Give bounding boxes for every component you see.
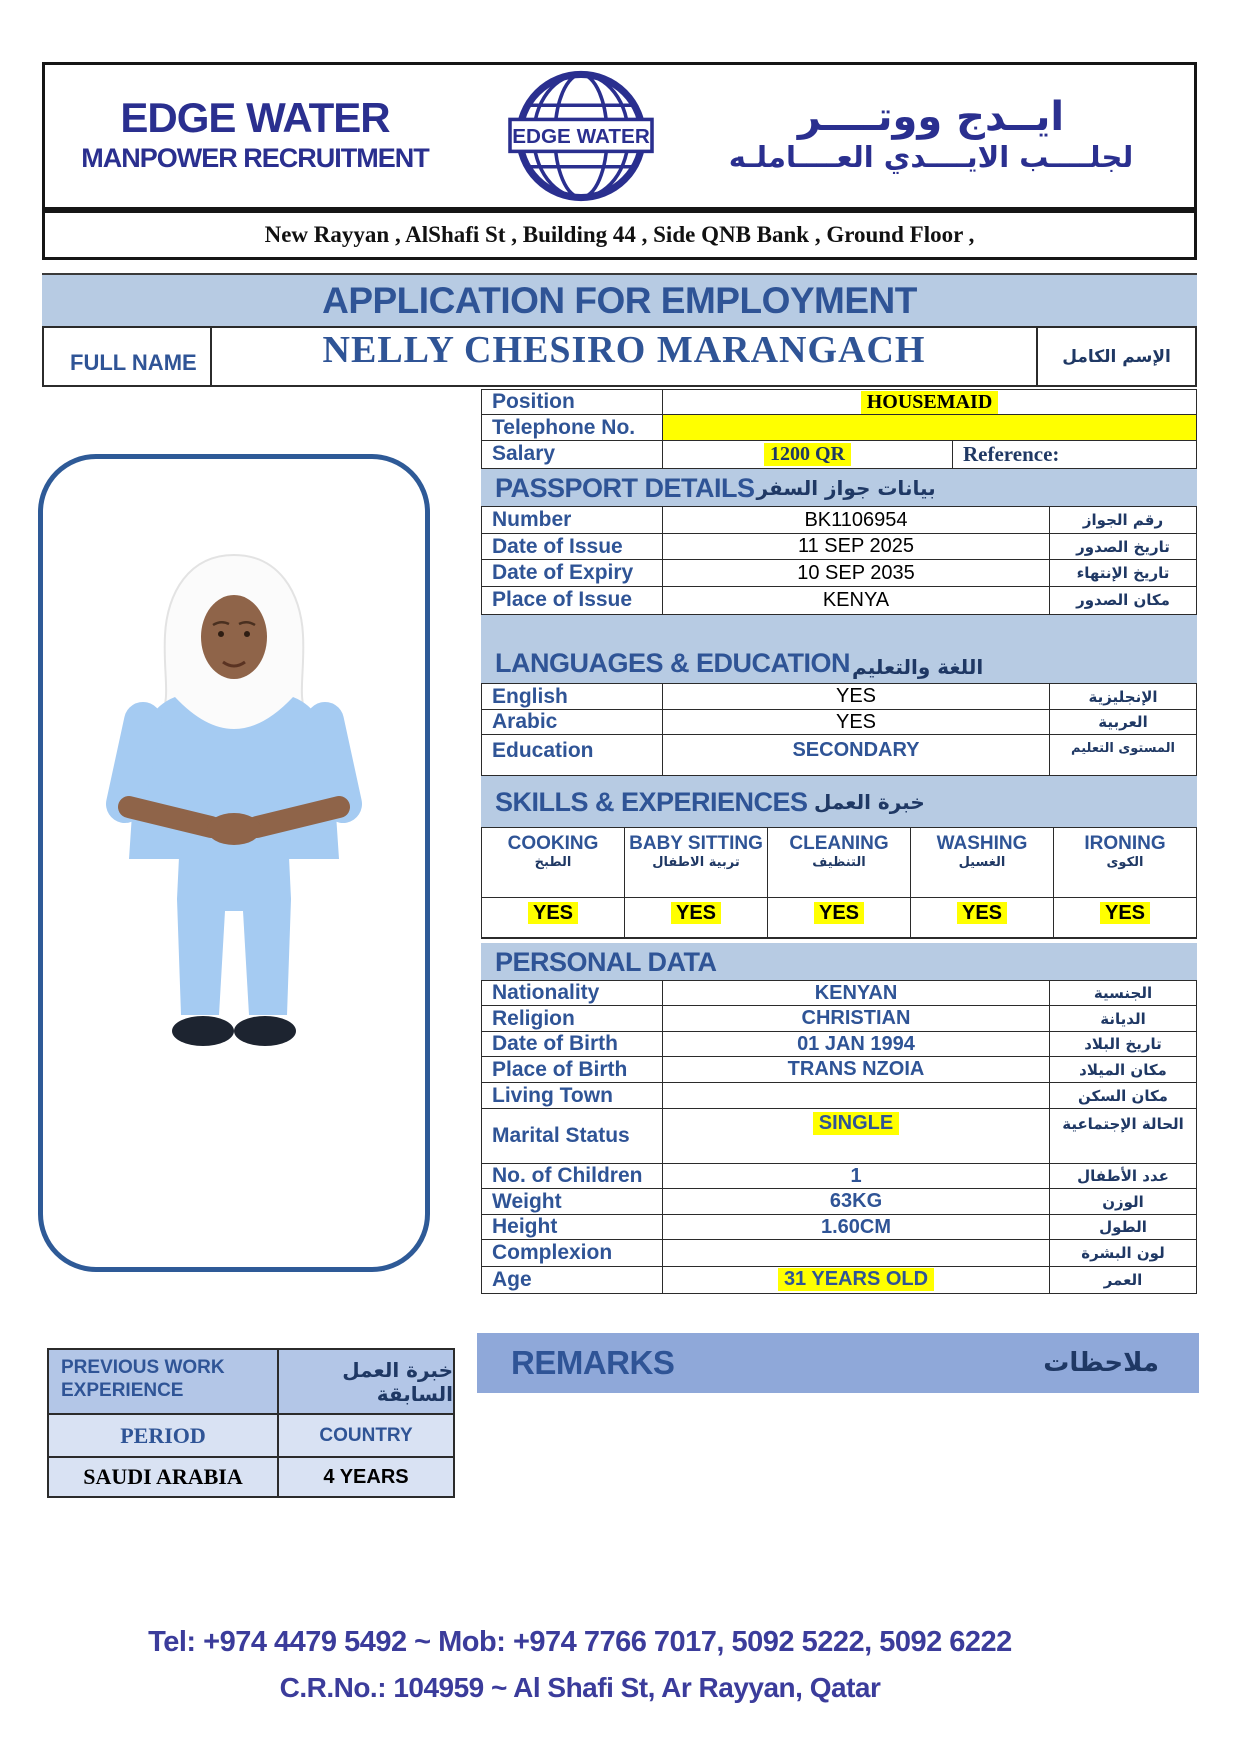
nationality-row — [481, 980, 1197, 1007]
previous-work-header-row — [47, 1348, 455, 1415]
logo-banner-text: EDGE WATER — [511, 125, 650, 149]
passport-number-label: Number — [492, 508, 572, 531]
date-of-expiry-label-arabic: تاريخ الإنتهاء — [1049, 560, 1196, 586]
skills-header-row — [481, 827, 1197, 899]
languages-title: LANGUAGES & EDUCATION — [495, 647, 851, 678]
telephone-label: Telephone No. — [492, 415, 636, 439]
full-name-label: FULL NAME — [70, 350, 197, 375]
place-of-birth-value: TRANS NZOIA — [662, 1057, 1049, 1082]
place-of-issue-value: KENYA — [662, 587, 1049, 614]
marital-status-label: Marital Status — [492, 1124, 630, 1147]
skill-col-washing — [910, 828, 1053, 898]
weight-label-arabic: الوزن — [1049, 1189, 1196, 1214]
personal-title: PERSONAL DATA — [495, 946, 717, 977]
skills-yes-row — [481, 897, 1197, 939]
washing-value: YES — [957, 902, 1007, 924]
telephone-value — [662, 415, 1196, 440]
full-name-row — [42, 326, 1197, 387]
marital-status-row — [481, 1108, 1197, 1164]
footer-address-line: C.R.No.: 104959 ~ Al Shafi St, Ar Rayyan, Qatar — [279, 1672, 881, 1703]
religion-row — [481, 1005, 1197, 1032]
babysitting-label-arabic: تربية الاطفال — [652, 855, 740, 871]
position-label: Position — [492, 390, 575, 413]
previous-work-value-row — [47, 1456, 455, 1498]
previous-work-country-value: SAUDI ARABIA — [83, 1464, 243, 1489]
position-row — [481, 389, 1197, 416]
ironing-label-arabic: الكوى — [1106, 855, 1144, 871]
weight-row — [481, 1188, 1197, 1215]
salary-label: Salary — [492, 442, 556, 465]
place-of-issue-label-arabic: مكان الصدور — [1049, 587, 1196, 614]
date-of-expiry-row — [481, 559, 1197, 587]
skills-section-header — [481, 776, 1197, 828]
languages-title-arabic: اللغة والتعليم — [852, 654, 984, 679]
living-town-row — [481, 1082, 1197, 1110]
arabic-row — [481, 709, 1197, 736]
company-arabic-line1: ايــدج ووتــــر — [797, 94, 1065, 141]
date-of-expiry-label: Date of Expiry — [492, 561, 634, 584]
religion-label-arabic: الديانة — [1049, 1006, 1196, 1031]
education-label: Education — [492, 739, 594, 762]
children-value: 1 — [662, 1164, 1049, 1189]
education-label-arabic: المستوى التعليم — [1049, 735, 1196, 775]
date-of-birth-row — [481, 1031, 1197, 1058]
telephone-row — [481, 414, 1197, 441]
nationality-value: KENYAN — [662, 981, 1049, 1006]
skill-col-cooking — [482, 828, 624, 898]
skill-col-babysitting — [624, 828, 767, 898]
reference-label: Reference: — [963, 441, 1060, 466]
remarks-title-arabic: ملاحظات — [1043, 1348, 1159, 1378]
passport-title-arabic: بيانات جواز السفر — [756, 476, 936, 500]
previous-work-subheader-row — [47, 1413, 455, 1458]
religion-value: CHRISTIAN — [662, 1006, 1049, 1031]
children-label-arabic: عدد الأطفال — [1049, 1164, 1196, 1189]
education-value: SECONDARY — [662, 735, 1049, 775]
previous-work-table — [47, 1350, 455, 1498]
nationality-label: Nationality — [492, 981, 600, 1004]
marital-status-value: SINGLE — [813, 1112, 899, 1135]
age-label: Age — [492, 1267, 532, 1291]
ironing-label: IRONING — [1084, 832, 1166, 854]
company-address: New Rayyan , AlShafi St , Building 44 , Side QNB Bank , Ground Floor , — [42, 210, 1197, 260]
footer-phone-line: Tel: +974 4479 5492 ~ Mob: +974 7766 7017, 5092 5222, 5092 6222 — [148, 1626, 1012, 1658]
application-details-table — [481, 390, 1197, 1294]
height-label: Height — [492, 1215, 558, 1238]
date-of-birth-value: 01 JAN 1994 — [662, 1032, 1049, 1057]
living-town-label: Living Town — [492, 1083, 613, 1107]
religion-label: Religion — [492, 1006, 575, 1030]
babysitting-value: YES — [671, 902, 721, 924]
living-town-label-arabic: مكان السكن — [1049, 1083, 1196, 1109]
country-header: COUNTRY — [277, 1415, 453, 1456]
previous-work-title-arabic: خبرة العمل السابقة — [277, 1350, 453, 1413]
company-arabic-line2: لجلــــب الايــــدي العــــاملـه — [728, 140, 1134, 175]
height-label-arabic: الطول — [1049, 1215, 1196, 1240]
period-header: PERIOD — [120, 1422, 206, 1448]
languages-section-header — [481, 615, 1197, 685]
passport-title: PASSPORT DETAILS — [495, 472, 755, 503]
cleaning-value: YES — [814, 902, 864, 924]
salary-value: 1200 QR — [764, 443, 851, 466]
washing-label: WASHING — [936, 832, 1028, 854]
english-row — [481, 683, 1197, 710]
previous-work-title: PREVIOUS WORK EXPERIENCE — [61, 1357, 225, 1401]
arabic-value: YES — [662, 710, 1049, 735]
weight-label: Weight — [492, 1189, 562, 1213]
applicant-photo — [38, 454, 430, 1272]
place-of-issue-label: Place of Issue — [492, 588, 633, 611]
position-value: HOUSEMAID — [861, 391, 999, 414]
complexion-value — [662, 1240, 1049, 1266]
company-name-line1: EDGE WATER — [120, 94, 390, 142]
age-row — [481, 1266, 1197, 1294]
living-town-value — [662, 1083, 1049, 1109]
globe-logo-icon — [496, 65, 666, 207]
footer — [0, 1626, 1160, 1704]
english-label: English — [492, 684, 568, 708]
arabic-label: Arabic — [492, 710, 558, 733]
passport-section-header — [481, 469, 1197, 508]
cooking-label-arabic: الطبخ — [534, 855, 572, 871]
company-name-line2: MANPOWER RECRUITMENT — [81, 142, 429, 173]
cleaning-label: CLEANING — [789, 832, 889, 854]
company-name-english — [45, 96, 465, 175]
babysitting-label: BABY SITTING — [629, 832, 763, 854]
full-name-value: NELLY CHESIRO MARANGACH — [210, 328, 1038, 385]
date-of-issue-value: 11 SEP 2025 — [662, 534, 1049, 560]
date-of-issue-row — [481, 533, 1197, 561]
date-of-birth-label-arabic: تاريخ البلاد — [1049, 1032, 1196, 1057]
skill-col-ironing — [1053, 828, 1196, 898]
place-of-birth-row — [481, 1056, 1197, 1083]
cleaning-label-arabic: التنظيف — [812, 855, 866, 871]
washing-label-arabic: الغسيل — [958, 855, 1006, 871]
english-value: YES — [662, 684, 1049, 709]
page-title: APPLICATION FOR EMPLOYMENT — [42, 273, 1197, 326]
passport-number-label-arabic: رقم الجواز — [1049, 507, 1196, 533]
height-row — [481, 1214, 1197, 1241]
skill-col-cleaning — [767, 828, 910, 898]
age-value: 31 YEARS OLD — [778, 1268, 934, 1291]
ironing-value: YES — [1100, 902, 1150, 924]
skills-title: SKILLS & EXPERIENCES — [495, 786, 808, 817]
complexion-label: Complexion — [492, 1241, 613, 1264]
nationality-label-arabic: الجنسية — [1049, 981, 1196, 1006]
complexion-label-arabic: لون البشرة — [1049, 1240, 1196, 1266]
weight-value: 63KG — [662, 1189, 1049, 1214]
company-name-arabic — [696, 95, 1194, 177]
english-label-arabic: الإنجليزية — [1049, 684, 1196, 709]
education-row — [481, 734, 1197, 776]
previous-work-period-value: 4 YEARS — [277, 1458, 453, 1496]
date-of-expiry-value: 10 SEP 2035 — [662, 560, 1049, 586]
place-of-birth-label-arabic: مكان الميلاد — [1049, 1057, 1196, 1082]
cooking-value: YES — [528, 902, 578, 924]
complexion-row — [481, 1239, 1197, 1267]
marital-status-label-arabic: الحالة الإجتماعية — [1049, 1109, 1196, 1163]
personal-section-header — [481, 943, 1197, 981]
place-of-birth-label: Place of Birth — [492, 1057, 628, 1081]
age-label-arabic: العمر — [1049, 1267, 1196, 1293]
place-of-issue-row — [481, 586, 1197, 615]
remarks-title: REMARKS — [511, 1344, 675, 1381]
date-of-birth-label: Date of Birth — [492, 1032, 618, 1055]
children-row — [481, 1163, 1197, 1190]
passport-number-value: BK1106954 — [662, 507, 1049, 533]
company-header — [42, 62, 1197, 210]
height-value: 1.60CM — [662, 1215, 1049, 1240]
skills-title-arabic: خبرة العمل — [814, 790, 925, 814]
passport-number-row — [481, 506, 1197, 534]
salary-row — [481, 440, 1197, 469]
full-name-label-arabic: الإسم الكامل — [1062, 346, 1171, 367]
cooking-label: COOKING — [507, 832, 599, 854]
date-of-issue-label-arabic: تاريخ الصدور — [1049, 534, 1196, 560]
arabic-label-arabic: العربية — [1049, 710, 1196, 735]
date-of-issue-label: Date of Issue — [492, 534, 623, 558]
remarks-section-header — [477, 1333, 1199, 1393]
children-label: No. of Children — [492, 1164, 643, 1187]
